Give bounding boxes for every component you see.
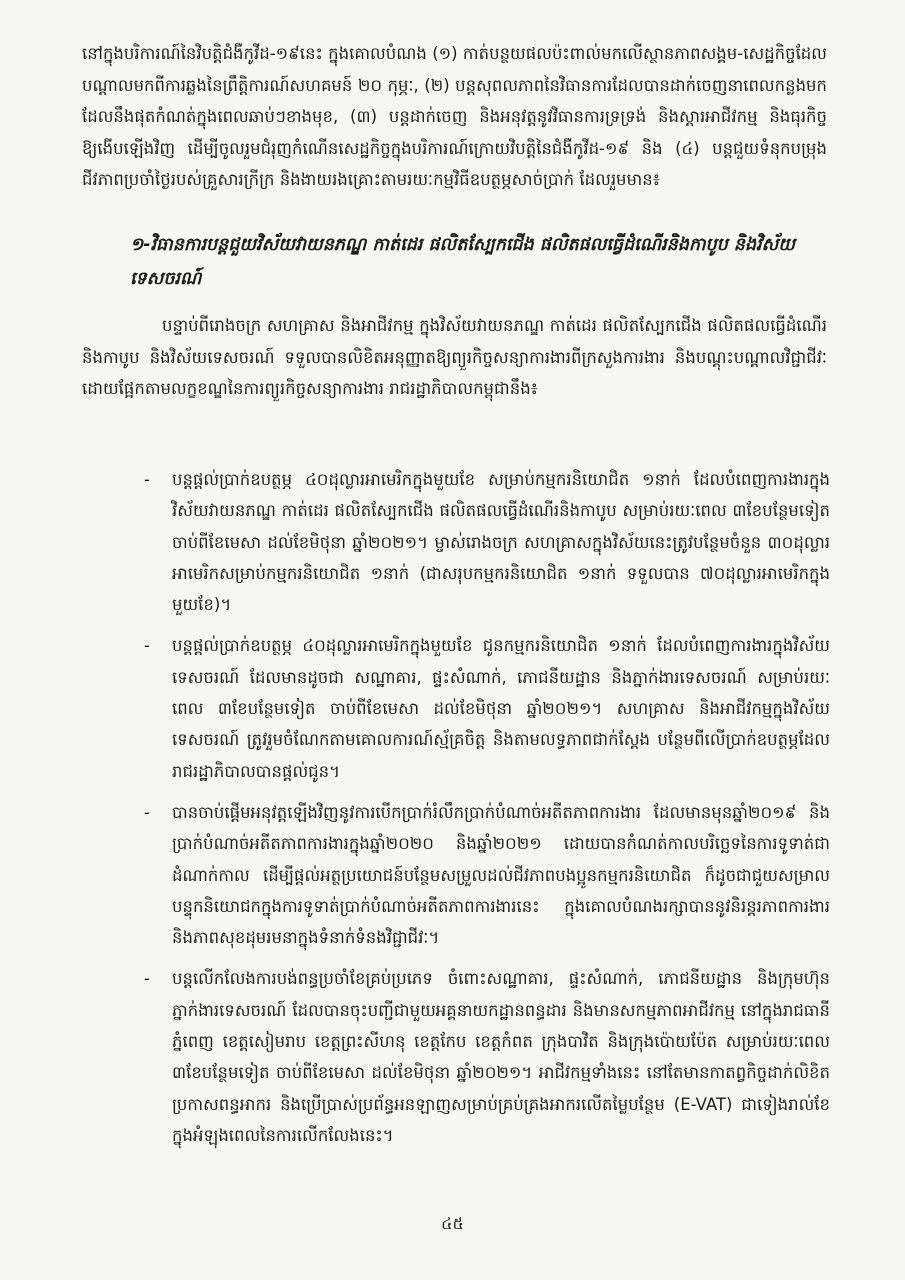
list-item-text: បន្តលើកលែងការបង់ពន្ធប្រចាំខែគ្រប់ប្រភេទ ចំពោះសណ្ឋាគារ, ផ្ទះសំណាក់, ភោជនីយដ្ឋាន និងក្រុមហ៊ុនភ្នាក់ងារទេសចរណ៍ ដែលបានចុះបញ្ជីជាមួយអគ្គនាយកដ្ឋានពន្ធដារ និងមានសកម្មភាពអាជីវកម្ម នៅក្នុងរាជធានីភ្នំពេញ ខេត្តសៀមរាប ខេត្តព្រះសីហនុ ខេត្តកែប ខេត្តកំពត ក្រុងបាវិត និងក្រុងប៉ោយប៉ែត សម្រាប់រយៈពេល ៣ខែបន្ថែមទៀត ចាប់ពីខែមេសា ដល់ខែមិថុនា ឆ្នាំ២០២១។ អាជីវកម្មទាំងនេះ នៅតែមានកាតព្វកិច្ចដាក់លិខិតប្រកាសពន្ធអាករ និងប្រើប្រាស់ប្រព័ន្ធអនឡាញសម្រាប់គ្រប់គ្រងអាករលើតម្លៃបន្ថែម (E-VAT) ជាទៀងរាល់ខែ ក្នុងអំឡុងពេលនៃការលើកលែងនេះ។ bbox=[172, 969, 830, 1145]
intro-paragraph: នៅក្នុងបរិការណ៍នៃវិបត្តិជំងឺកូវីដ-១៩នេះ ក្នុងគោលបំណង (១) កាត់បន្ថយផលប៉ះពាល់មកលើស្ថានភាពសង្គម-សេដ្ឋកិច្ចដែលបណ្តាលមកពីការឆ្លងនៃព្រឹត្តិការណ៍សហគមន៍ ២០ កុម្ភៈ, (២) បន្តសុពលភាពនៃវិធានការដែលបានដាក់ចេញនាពេលកន្លងមក ដែលនឹងផុតកំណត់ក្នុងពេលឆាប់ៗខាងមុខ, (៣) បន្តដាក់ចេញ និងអនុវត្តនូវវិធានការទ្រទ្រង់ និងស្តារអាជីវកម្ម និងធុរកិច្ច ឱ្យងើបឡើងវិញ ដើម្បីចូលរួមជំរុញកំណើនសេដ្ឋកិច្ចក្នុងបរិការណ៍ក្រោយវិបត្តិនៃជំងឺកូវីដ-១៩ និង (៤) បន្តជួយទំនុកបម្រុងជីវភាពប្រចាំថ្ងៃរបស់គ្រួសារក្រីក្រ និងងាយរងគ្រោះតាមរយៈកម្មវិធីឧបត្ថម្ភសាច់ប្រាក់ ដែលរួមមាន៖ bbox=[82, 44, 827, 189]
bullet-marker: - bbox=[144, 969, 150, 989]
section-heading: ១-វិធានការបន្តជួយវិស័យវាយនភណ្ឌ កាត់ដេរ ផលិតស្បែកជើង ផលិតផលធ្វើដំណើរនិងកាបូប និងវិស័យទេសចរណ៍ bbox=[130, 235, 795, 289]
bullet-marker: - bbox=[144, 802, 150, 822]
bullet-marker: - bbox=[144, 470, 150, 489]
list-item bbox=[140, 963, 830, 1151]
section-paragraph: បន្ទាប់ពីរោងចក្រ សហគ្រាស និងអាជីវកម្ម ក្នុងវិស័យវាយនភណ្ឌ កាត់ដេរ ផលិតស្បែកជើង ផលិតផលធ្វើដំណើរនិងកាបូប និងវិស័យទេសចរណ៍ ទទួលបានលិខិតអនុញ្ញាតឱ្យព្យួរកិច្ចសន្យាការងារពីក្រសួងការងារ និងបណ្តុះបណ្តាលវិជ្ជាជីវៈ ដោយផ្អែកតាមលក្ខខណ្ឌនៃការព្យួរកិច្ចសន្យាការងារ រាជរដ្ឋាភិបាលកម្ពុជានឹង៖ bbox=[82, 316, 827, 398]
list-item bbox=[140, 630, 830, 786]
bullet-marker: - bbox=[144, 636, 150, 656]
page-number: ៤៥ bbox=[441, 1214, 464, 1233]
list-item bbox=[140, 464, 830, 620]
list-item-text: បានចាប់ផ្តើមអនុវត្តឡើងវិញនូវការបើកប្រាក់រំលឹកប្រាក់បំណាច់អតីតភាពការងារ ដែលមានមុនឆ្នាំ២០១៩ និងប្រាក់បំណាច់អតីតភាពការងារក្នុងឆ្នាំ២០២០ និងឆ្នាំ២០២១ ដោយបានកំណត់កាលបរិច្ឆេទនៃការទូទាត់ជាដំណាក់កាល ដើម្បីផ្តល់អត្ថប្រយោជន៍បន្ថែមសម្រួលដល់ជីវភាពបងប្អូនកម្មករនិយោជិត ក៏ដូចជាជួយសម្រាលបន្ទុកនិយោជកក្នុងការទូទាត់ប្រាក់បំណាច់អតីតភាពការងារនេះ ក្នុងគោលបំណងរក្សាបាននូវនិរន្តរភាពការងារ និងភាពសុខដុមរមនាក្នុងទំនាក់ទំនងវិជ្ជាជីវៈ។ bbox=[172, 802, 830, 948]
measures-list bbox=[140, 464, 830, 1161]
list-item-text: បន្តផ្តល់ប្រាក់ឧបត្ថម្ភ ៤០ដុល្លារអាមេរិកក្នុងមួយខែ សម្រាប់កម្មករនិយោជិត ១នាក់ ដែលបំពេញការងារក្នុងវិស័យវាយនភណ្ឌ កាត់ដេរ ផលិតស្បែកជើង ផលិតផលធ្វើដំណើរនិងកាបូប សម្រាប់រយៈពេល ៣ខែបន្ថែមទៀត ចាប់ពីខែមេសា ដល់ខែមិថុនា ឆ្នាំ២០២១។ ម្ចាស់រោងចក្រ សហគ្រាសក្នុងវិស័យនេះត្រូវបន្ថែមចំនួន ៣០ដុល្លារអាមេរិកសម្រាប់កម្មករនិយោជិត ១នាក់ (ជាសរុបកម្មករនិយោជិត ១នាក់ ទទួលបាន ៧០ដុល្លារអាមេរិកក្នុងមួយខែ)។ bbox=[172, 470, 830, 615]
list-item-text: បន្តផ្តល់ប្រាក់ឧបត្ថម្ភ ៤០ដុល្លារអាមេរិកក្នុងមួយខែ ជូនកម្មករនិយោជិត ១នាក់ ដែលបំពេញការងារក្នុងវិស័យទេសចរណ៍ ដែលមានដូចជា សណ្ឋាគារ, ផ្ទះសំណាក់, ភោជនីយដ្ឋាន និងភ្នាក់ងារទេសចរណ៍ សម្រាប់រយៈពេល ៣ខែបន្ថែមទៀត ចាប់ពីខែមេសា ដល់ខែមិថុនា ឆ្នាំ២០២១។ សហគ្រាស និងអាជីវកម្មក្នុងវិស័យទេសចរណ៍ ត្រូវរួមចំណែកតាមគោលការណ៍ស្ម័គ្រចិត្ត និងតាមលទ្ធភាពជាក់ស្តែង បន្ថែមពីលើប្រាក់ឧបត្ថម្ភដែលរាជរដ្ឋាភិបាលបានផ្តល់ជូន។ bbox=[172, 636, 830, 781]
list-item bbox=[140, 797, 830, 953]
